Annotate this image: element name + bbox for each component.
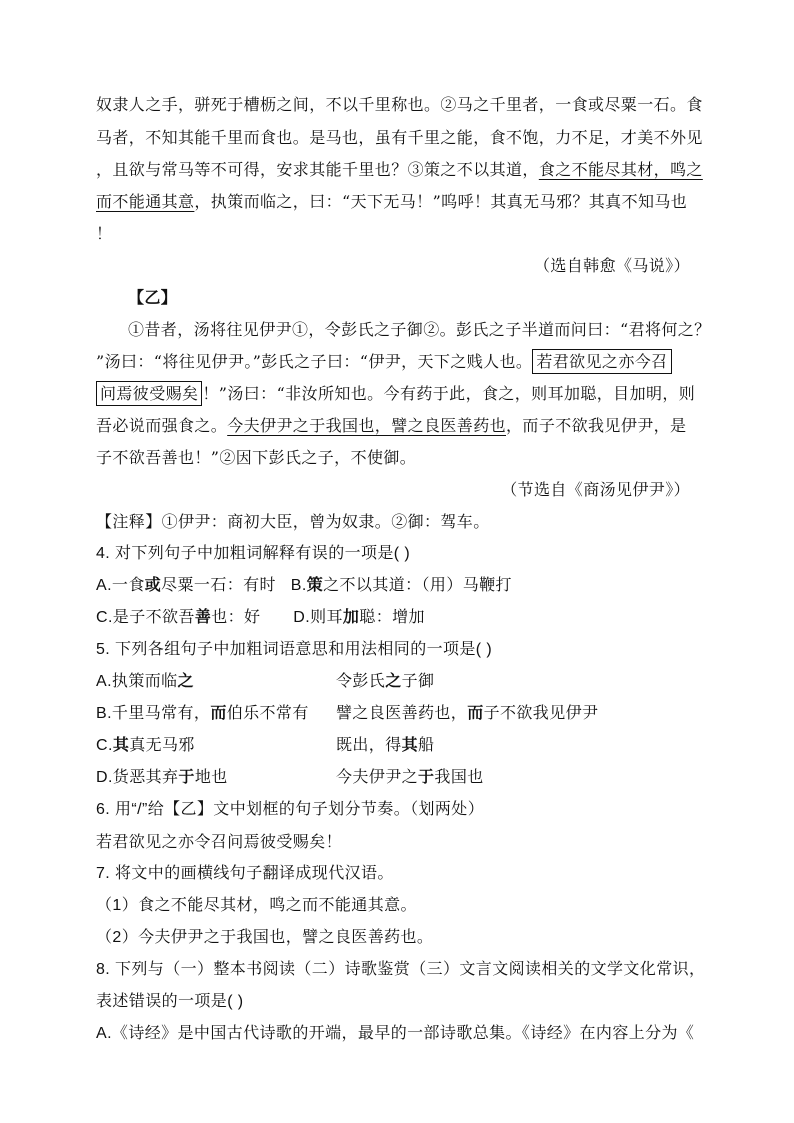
passage-text: ，执策而临之，曰：“天下无马！”呜呼！其真无马邪？其真不知马也 [194, 192, 688, 211]
passage-jia-line-5: ！ [96, 224, 113, 243]
q5-option-b[interactable] [96, 704, 696, 724]
option-text: B.千里马常有， [96, 705, 211, 722]
q8-option-a[interactable]: A.《诗经》是中国古代诗歌的开端，最早的一部诗歌总集。《诗经》在内容上分为《 [96, 1025, 695, 1042]
option-text: 船 [418, 737, 435, 754]
option-text: 今夫伊尹之 [336, 769, 419, 786]
option-text: 我国也 [434, 769, 484, 786]
passage-yi-line-2 [96, 352, 672, 372]
bold-word: 而 [210, 705, 227, 722]
passage-jia-line-3 [96, 160, 703, 180]
option-text: 聪：增加 [359, 609, 425, 626]
q4-options-cd [96, 608, 425, 628]
option-text: 尽粟一石：有时 [161, 577, 276, 594]
bold-word: 善 [194, 609, 212, 626]
q8-stem-line-1: 8. 下列与（一）整本书阅读（二）诗歌鉴赏（三）文言文阅读相关的文学文化常识， [96, 961, 706, 978]
passage-jia-source: （选自韩愈《马说》） [533, 256, 690, 275]
boxed-sentence: 若君欲见之亦今召 [532, 349, 671, 374]
boxed-sentence: 问焉彼受赐矣 [96, 381, 202, 406]
passage-yi-source: （节选自《商汤见伊尹》） [501, 480, 690, 499]
bold-word: 于 [178, 769, 195, 786]
passage-yi-heading: 【乙】 [128, 288, 178, 307]
passage-text: 吾必说而强食之。 [96, 416, 228, 435]
q8-stem-line-2: 表述错误的一项是( ) [96, 993, 244, 1010]
q7-item-1: （1）食之不能尽其材，鸣之而不能通其意。 [96, 897, 417, 914]
passage-text: ！”汤曰：“非汝所知也。今有药于此，食之，则耳加聪，目加明，则 [202, 384, 696, 403]
bold-word: 之 [385, 673, 402, 690]
bold-word: 或 [144, 577, 162, 594]
option-text: 也：好 [211, 609, 261, 626]
passage-text: ，且欲与常马等不可得，安求其能千里也？③策之不以其道， [96, 160, 539, 179]
passage-yi-line-5: 子不欲吾善也！”②因下彭氏之子，不使御。 [96, 448, 417, 467]
bold-word: 于 [418, 769, 435, 786]
option-text: A.一食 [96, 577, 145, 594]
option-text: 令彭氏 [336, 673, 386, 690]
option-text: 之不以其道：（用）马鞭打 [323, 577, 512, 594]
q4-option-b[interactable] [291, 577, 512, 594]
bold-word: 其 [112, 737, 130, 754]
bold-word: 加 [342, 609, 360, 626]
option-text: 子御 [401, 673, 435, 690]
q7-stem: 7. 将文中的画横线句子翻译成现代汉语。 [96, 865, 394, 882]
option-text: 譬之良医善药也， [336, 705, 468, 722]
passage-jia-line-2: 马者，不知其能千里而食也。是马也，虽有千里之能，食不饱，力不足，才美不外见 [96, 128, 703, 147]
q4-options-ab [96, 576, 512, 596]
q7-item-2: （2）今夫伊尹之于我国也，譬之良医善药也。 [96, 929, 434, 946]
underlined-sentence: 而不能通其意 [96, 192, 195, 211]
underlined-sentence: 今夫伊尹之于我国也，譬之良医善药也 [227, 416, 507, 435]
passage-yi-line-1: ①昔者，汤将往见伊尹①，令彭氏之子御②。彭氏之子半道而问曰：“君将何之？ [128, 320, 711, 339]
q5-stem: 5. 下列各组句子中加粗词语意思和用法相同的一项是( ) [96, 641, 493, 658]
q5-option-c[interactable] [96, 736, 696, 756]
option-text: 地也 [194, 769, 228, 786]
q6-sentence: 若君欲见之亦令召问焉彼受赐矣！ [96, 832, 343, 851]
passage-yi-line-3 [96, 384, 695, 404]
q5-option-a[interactable] [96, 672, 696, 692]
q4-option-a[interactable] [96, 577, 276, 594]
option-text: B. [290, 577, 307, 594]
bold-word: 策 [306, 577, 324, 594]
passage-yi-line-4 [96, 416, 686, 436]
passage-jia-line-4 [96, 192, 687, 212]
passage-jia-line-1: 奴隶人之手，骈死于槽枥之间，不以千里称也。②马之千里者，一食或尽粟一石。食 [96, 95, 703, 114]
q5-option-d[interactable] [96, 768, 696, 788]
bold-word: 之 [177, 673, 194, 690]
option-text: 伯乐不常有 [226, 705, 309, 722]
option-text: A.执策而临 [96, 673, 178, 690]
q4-option-d[interactable] [293, 609, 425, 626]
annotation-note: 【注释】①伊尹：商初大臣，曾为奴隶。②御：驾车。 [96, 512, 490, 531]
option-text: D.则耳 [293, 609, 343, 626]
q6-stem: 6. 用“/”给【乙】文中划框的句子划分节奏。（划两处） [96, 801, 485, 818]
option-text: 真无马邪 [129, 737, 195, 754]
passage-text: ”汤曰：“将往见伊尹。”彭氏之子曰：“伊尹，天下之贱人也。 [96, 352, 533, 371]
option-text: 既出，得 [336, 737, 402, 754]
bold-word: 而 [467, 705, 484, 722]
option-text: C. [96, 737, 113, 754]
option-text: 子不欲我见伊尹 [483, 705, 599, 722]
option-text: D.货恶其弃 [96, 769, 179, 786]
q4-option-c[interactable] [96, 609, 260, 626]
q4-stem: 4. 对下列句子中加粗词解释有误的一项是( ) [96, 545, 411, 562]
underlined-sentence: 食之不能尽其材，鸣之 [538, 160, 703, 179]
bold-word: 其 [401, 737, 419, 754]
option-text: C.是子不欲吾 [96, 609, 195, 626]
passage-text: ，而子不欲我见伊尹，是 [506, 416, 687, 435]
